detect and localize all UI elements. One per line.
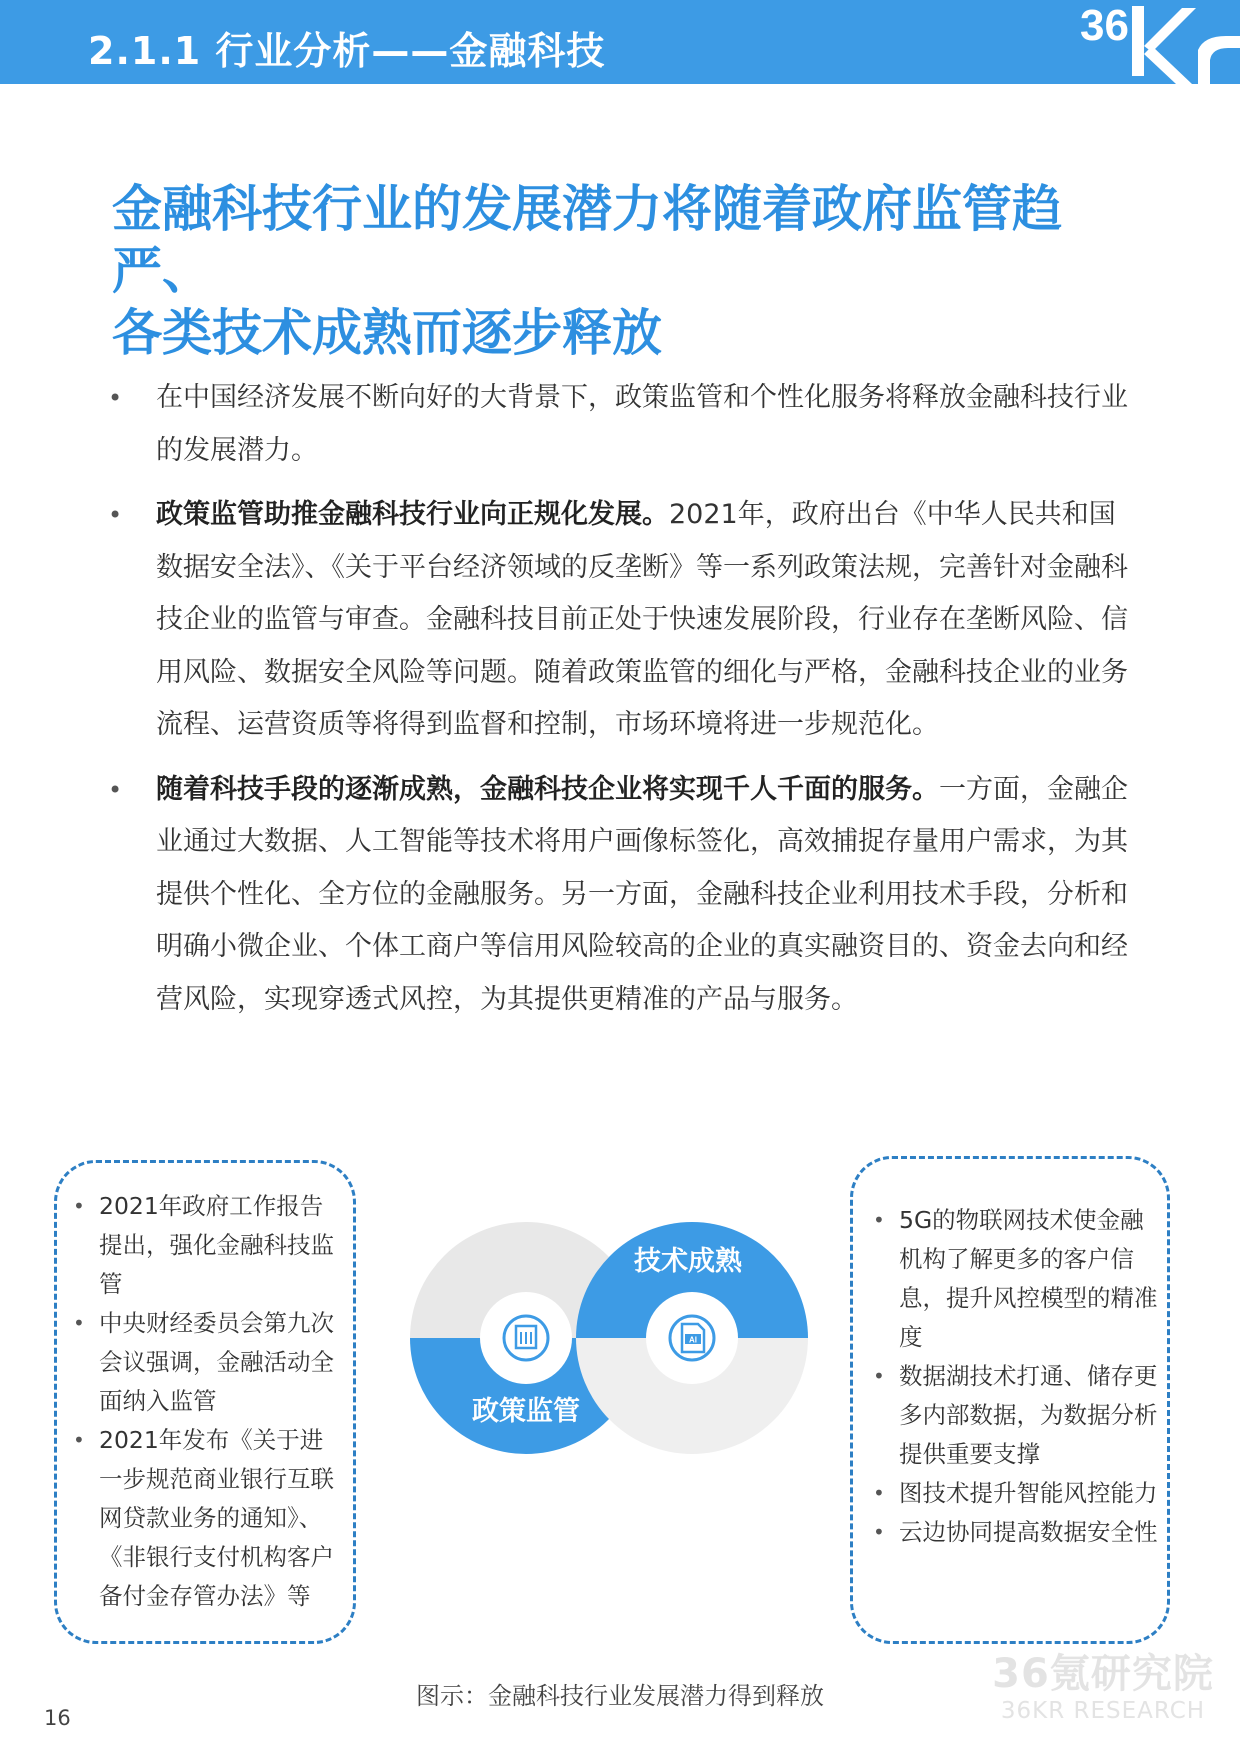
page-number: 16 (44, 1706, 71, 1730)
bullet-text: 2021年，政府出台《中华人民共和国数据安全法》、《关于平台经济领域的反垄断》等一系列政策法规，完善针对金融科技企业的监管与审查。金融科技目前正处于快速发展阶段，行业存在垄断风险、信用风险、数据安全风险等问题。随着政策监管的细化与严格，金融科技企业的业务流程、运营资质等将得到监督和控制，市场环境将进一步规范化。 (156, 499, 1128, 740)
tech-item-text: 数据湖技术打通、储存更多内部数据，为数据分析提供重要支撑 (899, 1362, 1158, 1468)
figure-caption: 图示：金融科技行业发展潜力得到释放 (416, 1682, 824, 1710)
bullet-bold-lead: 政策监管助推金融科技行业向正规化发展。 (156, 499, 669, 530)
bullet-item (100, 372, 1140, 477)
building-icon (504, 1316, 548, 1360)
tech-item-text: 图技术提升智能风控能力 (899, 1479, 1158, 1507)
logo-text: 36 (1080, 1, 1129, 50)
bullet-item (100, 764, 1140, 1027)
watermark-cn: 36氪研究院 (992, 1651, 1214, 1697)
section-title: 2.1.1 行业分析——金融科技 (88, 29, 606, 73)
tech-item-text: 云边协同提高数据安全性 (899, 1518, 1158, 1546)
bullet-marker: • (873, 1364, 885, 1388)
watermark-en: 36KR RESEARCH (1000, 1698, 1206, 1724)
bullet-marker: • (873, 1520, 885, 1544)
policy-item (67, 1304, 345, 1421)
policy-box (54, 1160, 356, 1644)
bullet-marker: • (108, 775, 123, 804)
tech-item (867, 1357, 1159, 1474)
tech-item-text: 5G的物联网技术使金融机构了解更多的客户信息，提升风控模型的精准度 (899, 1206, 1158, 1351)
watermark (988, 1650, 1218, 1724)
policy-list (67, 1187, 345, 1616)
policy-item (67, 1421, 345, 1616)
bullet-marker: • (108, 384, 123, 412)
policy-item (67, 1187, 345, 1304)
bullet-marker: • (73, 1194, 85, 1218)
ai-text: AI (689, 1335, 697, 1345)
logo-k-stem (1132, 6, 1144, 76)
tech-item (867, 1474, 1159, 1513)
bullet-text: 在中国经济发展不断向好的大背景下，政策监管和个性化服务将释放金融科技行业的发展潜力。 (156, 382, 1128, 466)
logo-k-arm (1144, 8, 1196, 52)
bullet-item (100, 489, 1140, 752)
tech-label: 技术成熟 (634, 1246, 742, 1277)
bullet-bold-lead: 随着科技手段的逐渐成熟，金融科技企业将实现千人千面的服务。 (156, 773, 939, 805)
logo-k-leg (1144, 46, 1192, 84)
policy-item-text: 2021年发布《关于进一步规范商业银行互联网贷款业务的通知》、《非银行支付机构客户备付金存管办法》等 (99, 1426, 334, 1610)
bullet-text: 一方面，金融企业通过大数据、人工智能等技术将用户画像标签化，高效捕捉存量用户需求，为其提供个性化、全方位的金融服务。另一方面，金融科技企业利用技术手段，分析和明确小微企业、个体工商户等信用风险较高的企业的真实融资目的、资金去向和经营风险，实现穿透式风控，为其提供更精准的产品与服务。 (156, 773, 1128, 1015)
36kr-logo (1080, 0, 1240, 84)
bullet-marker: • (873, 1208, 885, 1232)
main-title-line-2: 各类技术成熟而逐步释放 (112, 304, 662, 362)
policy-label: 政策监管 (472, 1396, 580, 1427)
bullet-marker: • (108, 501, 123, 529)
tech-item (867, 1201, 1159, 1357)
bullet-marker: • (73, 1428, 85, 1452)
policy-item-text: 中央财经委员会第九次会议强调，金融活动全面纳入监管 (99, 1309, 334, 1415)
tech-item (867, 1513, 1159, 1552)
bullet-marker: • (873, 1481, 885, 1505)
tech-list (867, 1201, 1159, 1552)
interlock-diagram (398, 1218, 818, 1458)
bullet-list (100, 372, 1140, 1038)
ai-document-icon (670, 1316, 714, 1360)
tech-box (850, 1156, 1170, 1644)
bullet-marker: • (73, 1311, 85, 1335)
policy-item-text: 2021年政府工作报告提出，强化金融科技监管 (99, 1192, 334, 1298)
main-title-line-1: 金融科技行业的发展潜力将随着政府监管趋严、 (112, 180, 1062, 300)
logo-r (1198, 36, 1240, 84)
main-title (112, 178, 1152, 364)
header-bar (0, 0, 1240, 84)
